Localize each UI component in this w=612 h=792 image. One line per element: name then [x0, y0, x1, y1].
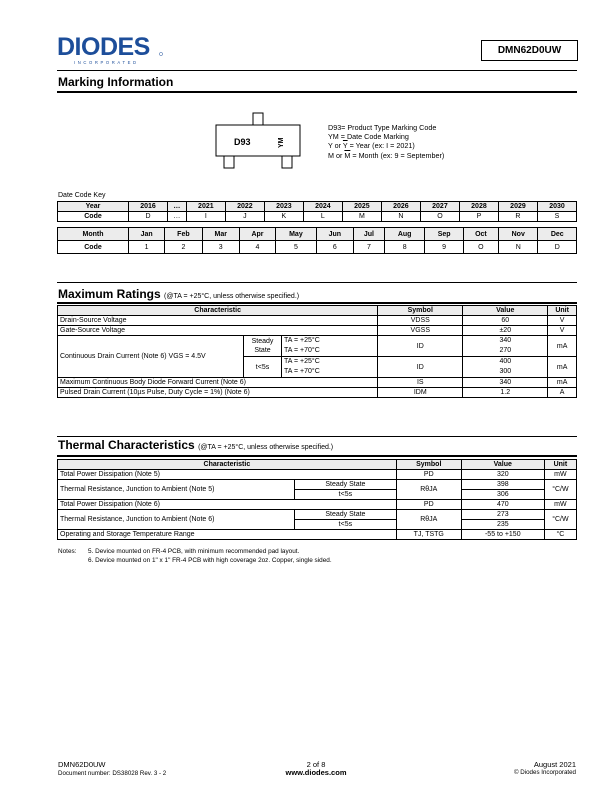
month-code-row: Code 1 2 3 4 5 6 7 8 9 O N D [58, 241, 577, 254]
logo-wordmark: DIODES [57, 33, 150, 61]
thermal-title: Thermal Characteristics (@TA = +25°C, unless otherwise specified.) [58, 438, 334, 452]
footer-part-number: DMN62D0UW [58, 760, 106, 769]
table-row: t<5s TA = +25°C TA = +70°C ID 400 300 mA [58, 357, 577, 378]
table-row: Operating and Storage Temperature Range TJ, TSTG -55 to +150 °C [58, 530, 577, 540]
max-ratings-table [57, 305, 577, 398]
table-row: Continuous Drain Current (Note 6) VGS = 4.5V Steady State TA = +25°C TA = +70°C ID 340 270 mA [58, 336, 577, 357]
notes [58, 548, 332, 565]
max-ratings-rule [57, 302, 577, 304]
table-row: Total Power Dissipation (Note 6) PD 470 mW [58, 500, 577, 510]
table-row: t<5s 306 [58, 490, 577, 500]
package-marking-diagram [213, 112, 303, 170]
footer-doc-number: Document number: DS38028 Rev. 3 - 2 [58, 770, 167, 777]
thermal-table [57, 459, 577, 540]
table-row: Drain-Source Voltage VDSS 60 V [58, 316, 577, 326]
footer-website[interactable]: www.diodes.com [285, 768, 347, 777]
footer-date: August 2021 [533, 760, 576, 769]
legend-line-2: YM = Date Code Marking [328, 132, 409, 142]
package-pin-right [282, 155, 292, 168]
package-pin-top [253, 113, 263, 126]
footer-copyright: © Diodes Incorporated [514, 769, 576, 776]
logo-subtext: INCORPORATED [74, 60, 139, 65]
marking-title: Marking Information [58, 75, 174, 89]
max-ratings-top-rule [57, 282, 577, 283]
note-6: 6. Device mounted on 1" x 1" FR-4 PCB with high coverage 2oz. Copper, single sided. [88, 556, 332, 564]
table-row: Pulsed Drain Current (10µs Pulse, Duty Cycle = 1%) (Note 6) IDM 1.2 A [58, 388, 577, 398]
marking-rule [57, 91, 577, 93]
max-ratings-condition: (@TA = +25°C, unless otherwise specified.) [164, 293, 300, 300]
notes-label: Notes: [58, 548, 77, 555]
table-row: Total Power Dissipation (Note 5) PD 320 mW [58, 470, 577, 480]
table-row: Maximum Continuous Body Diode Forward Current (Note 6) IS 340 mA [58, 378, 577, 388]
legend-line-1: D93= Product Type Marking Code [328, 123, 437, 132]
table-row: t<5s 235 [58, 520, 577, 530]
legend-line-4: M or $\overline{M}$ = Month (ex: 9 = September) [328, 150, 445, 160]
package-body [216, 125, 300, 156]
max-ratings-header-row: Characteristic Symbol Value Unit [58, 306, 577, 316]
date-code-caption: Date Code Key [58, 192, 106, 199]
note-5: 5. Device mounted on FR-4 PCB, with minimum recommended pad layout. [88, 548, 300, 555]
package-datecode: YM [278, 137, 285, 148]
year-code-row: Code D … I J K L M N O P R S [58, 212, 577, 222]
table-row: Thermal Resistance, Junction to Ambient (Note 5) Steady State RθJA 398 °C/W [58, 480, 577, 490]
package-code: D93 [234, 137, 251, 147]
header-rule [57, 70, 577, 71]
year-code-table [57, 201, 577, 222]
registered-icon [159, 52, 162, 55]
legend-line-3: Y or $\overline{Y}$ = Year (ex: I = 2021) [328, 141, 415, 151]
thermal-top-rule [57, 436, 577, 437]
month-row: Month Jan Feb Mar Apr May Jun Jul Aug Sep Oct Nov Dec [58, 228, 577, 241]
year-row: Year 2016 … 2021 2022 2023 2024 2025 2026 2027 2028 2029 2030 [58, 202, 577, 212]
part-number-box: DMN62D0UW [481, 40, 578, 61]
thermal-header-row: Characteristic Symbol Value Unit [58, 460, 577, 470]
marking-legend [328, 123, 444, 160]
month-code-table [57, 227, 577, 254]
table-row: Gate-Source Voltage VGSS ±20 V [58, 326, 577, 336]
max-ratings-title: Maximum Ratings (@TA = +25°C, unless otherwise specified.) [58, 287, 300, 301]
package-pin-left [224, 155, 234, 168]
footer-page: 2 of 8 [306, 760, 326, 769]
thermal-rule [57, 455, 577, 457]
table-row: Thermal Resistance, Junction to Ambient (Note 6) Steady State RθJA 273 °C/W [58, 510, 577, 520]
diodes-logo [57, 33, 165, 65]
thermal-condition: (@TA = +25°C, unless otherwise specified.) [198, 444, 334, 451]
